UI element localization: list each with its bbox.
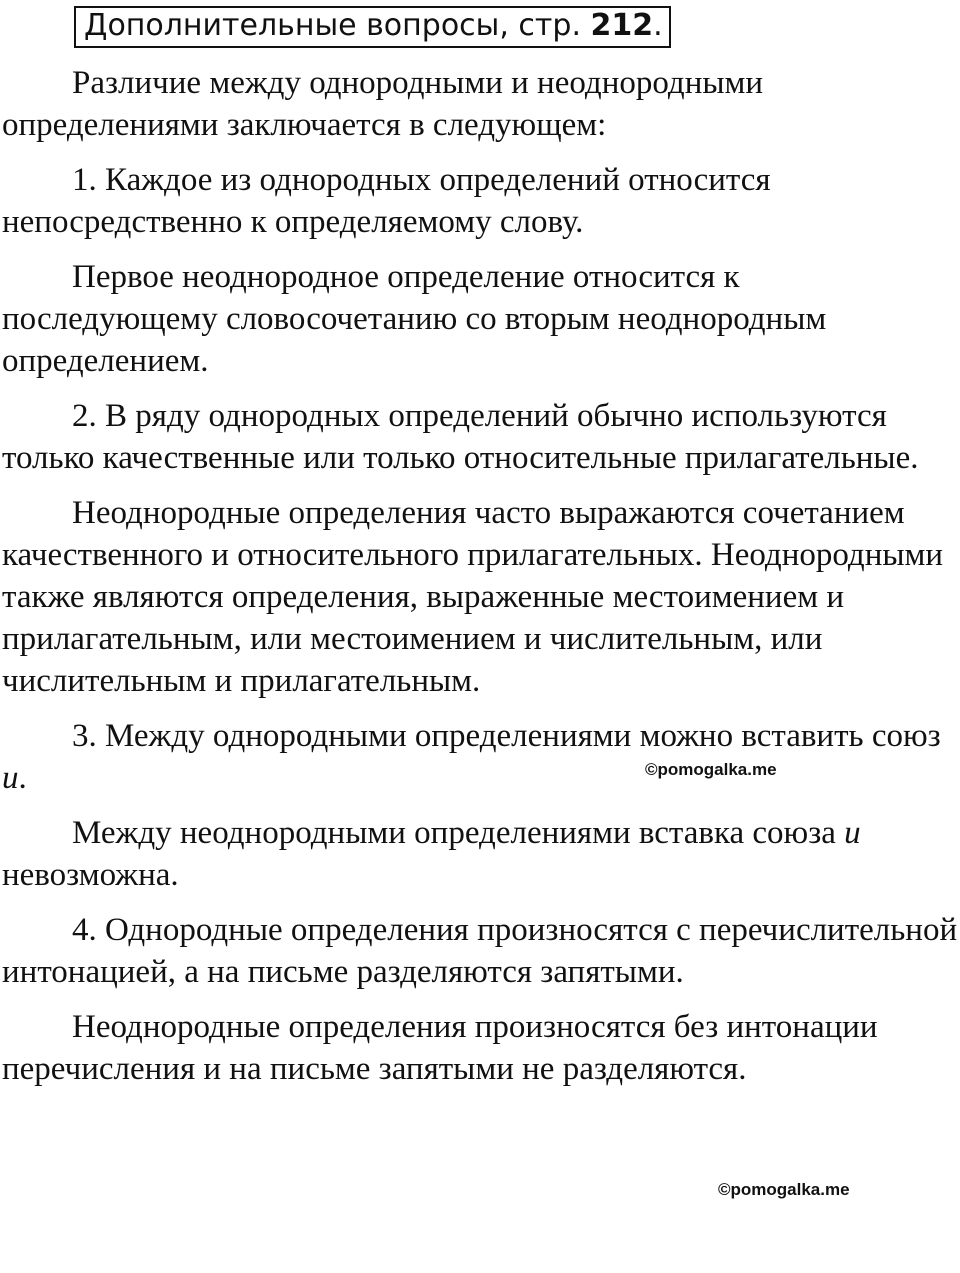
- paragraph-point-3: [2, 715, 958, 799]
- title-suffix: .: [653, 8, 663, 43]
- paragraph-point-4: 4. Однородные определения произносятся с перечислительной интонацией, а на письме разделяются запятыми.: [2, 912, 958, 990]
- watermark: ©pomogalka.me: [718, 1180, 850, 1199]
- paragraph-point-1-contrast: Первое неоднородное определение относится к последующему словосочетанию со вторым неоднородным определением.: [2, 259, 827, 379]
- paragraph-point-3-contrast: [2, 812, 958, 896]
- title-prefix: Дополнительные вопросы, стр.: [84, 8, 581, 43]
- paragraph-point-3-contrast-end: невозможна.: [2, 857, 179, 893]
- paragraph-point-3-end: .: [18, 760, 27, 796]
- paragraph-point-3-contrast-text: Между неоднородными определениями вставка союза: [72, 815, 845, 851]
- page-title: [74, 6, 671, 48]
- title-page-number: 212: [590, 8, 654, 43]
- paragraph-intro: Различие между однородными и неоднородными определениями заключается в следующем:: [2, 65, 764, 143]
- union-word: и: [844, 815, 861, 851]
- union-word: и: [2, 760, 19, 796]
- paragraph-point-3-text: 3. Между однородными определениями можно вставить союз: [72, 718, 941, 754]
- paragraph-point-2: 2. В ряду однородных определений обычно используются только качественные или только относительные прилагательные.: [2, 398, 919, 476]
- paragraph-point-4-contrast: Неоднородные определения произносятся без интонации перечисления и на письме запятыми не разделяются.: [2, 1009, 878, 1087]
- paragraph-point-1: 1. Каждое из однородных определений относится непосредственно к определяемому слову.: [2, 162, 771, 240]
- paragraph-point-2-contrast: Неоднородные определения часто выражаются сочетанием качественного и относительного прилагательных. Неоднородными также являются определения, выраженные местоимением и прилагательным, или местоимением и числительным, или числительным и прилагательным.: [2, 495, 944, 699]
- watermark: ©pomogalka.me: [645, 760, 777, 779]
- answer-text: [2, 62, 958, 1098]
